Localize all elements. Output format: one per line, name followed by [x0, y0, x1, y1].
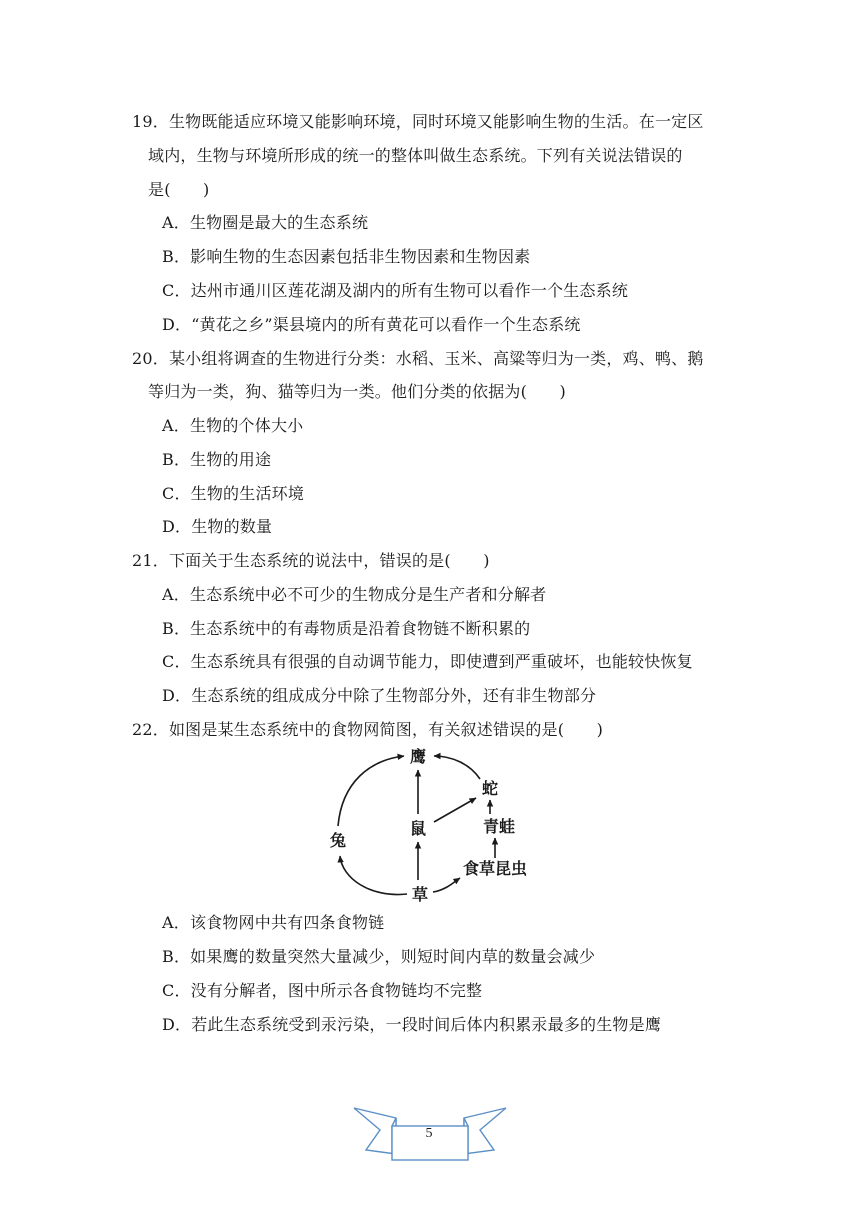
q20-line-1: 20．某小组将调查的生物进行分类：水稻、玉米、高粱等归为一类，鸡、鸭、鹅	[132, 349, 704, 368]
q22-line-1: 22．如图是某生态系统中的食物网简图，有关叙述错误的是( )	[132, 720, 604, 739]
node-rabbit: 兔	[329, 831, 347, 850]
page-number: 5	[425, 1126, 433, 1141]
q20-option-b: B．生物的用途	[162, 450, 272, 469]
q20-option-c: C．生物的生活环境	[162, 484, 305, 503]
q22-option-b: B．如果鹰的数量突然大量减少，则短时间内草的数量会减少	[162, 947, 596, 966]
q19-line-3: 是( )	[148, 180, 210, 199]
q22-option-c: C．没有分解者，图中所示各食物链均不完整	[162, 981, 483, 1000]
arrow-rabbit-to-eagle	[338, 756, 404, 826]
q19-line-2: 域内，生物与环境所形成的统一的整体叫做生态系统。下列有关说法错误的	[148, 146, 683, 165]
node-frog: 青蛙	[482, 817, 516, 836]
arrow-snake-to-eagle	[434, 756, 480, 779]
q19-line-1: 19．生物既能适应环境又能影响环境，同时环境又能影响生物的生活。在一定区	[132, 112, 704, 131]
node-eagle: 鹰	[409, 747, 427, 766]
food-web-diagram	[300, 738, 560, 910]
arrow-grass-to-insect	[433, 878, 460, 892]
q21-option-a: A．生态系统中必不可少的生物成分是生产者和分解者	[162, 585, 547, 604]
arrow-rat-to-snake	[434, 798, 476, 822]
node-insect: 食草昆虫	[462, 859, 528, 878]
node-grass: 草	[411, 885, 429, 904]
q22-option-d: D．若此生态系统受到汞污染，一段时间后体内积累汞最多的生物是鹰	[162, 1015, 662, 1034]
q21-option-b: B．生态系统中的有毒物质是沿着食物链不断积累的	[162, 619, 531, 638]
arrow-grass-to-rabbit	[340, 856, 407, 895]
q20-option-d: D．生物的数量	[162, 517, 273, 536]
q19-option-b: B．影响生物的生态因素包括非生物因素和生物因素	[162, 247, 531, 266]
q20-option-a: A．生物的个体大小	[162, 416, 304, 435]
q19-option-c: C．达州市通川区莲花湖及湖内的所有生物可以看作一个生态系统	[162, 281, 629, 300]
q21-option-c: C．生态系统具有很强的自动调节能力，即使遭到严重破坏，也能较快恢复	[162, 652, 693, 671]
q22-option-a: A．该食物网中共有四条食物链	[162, 913, 385, 932]
q20-line-2: 等归为一类，狗、猫等归为一类。他们分类的依据为( )	[148, 382, 566, 401]
node-rat: 鼠	[409, 819, 427, 838]
q21-option-d: D．生态系统的组成成分中除了生物部分外，还有非生物部分	[162, 686, 597, 705]
q19-option-a: A．生物圈是最大的生态系统	[162, 213, 369, 232]
node-snake: 蛇	[481, 779, 499, 798]
q21-line-1: 21．下面关于生态系统的说法中，错误的是( )	[132, 551, 490, 570]
q19-option-d: D．“黄花之乡”渠县境内的所有黄花可以看作一个生态系统	[162, 315, 581, 334]
